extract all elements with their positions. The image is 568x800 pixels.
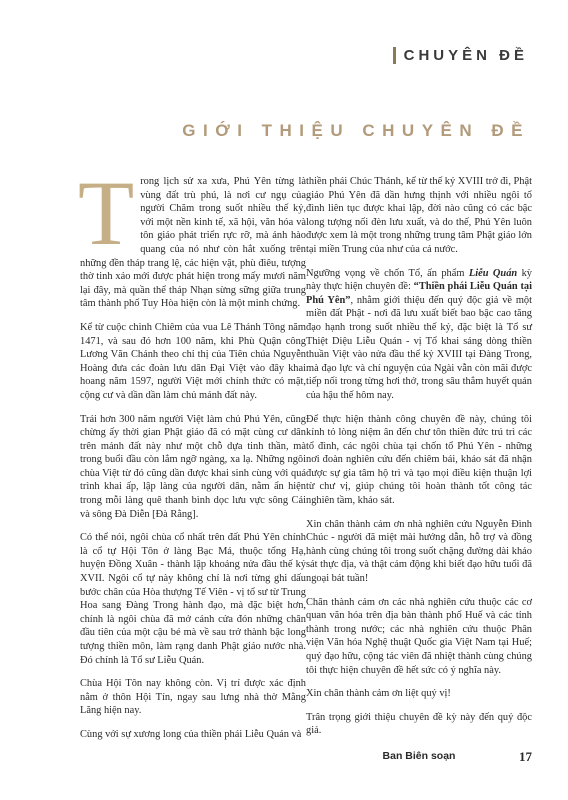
paragraph-3: Trải hơn 300 năm người Việt làm chủ Phú Yên, cũng chừng ấy thời gian Phật giáo đã có mặt cùng cư dân trên mảnh đất này như một chỗ dựa tinh thần, mà trong buổi đầu còn lắm ngỡ ngàng, xa lạ. Những ngôi chùa Việt từ đó cũng dần được khai sinh cùng với quá trình khai ấp, lập làng của người dân, nằm ẩn hiện trong mỗi làng quê thanh bình dọc lưu vực sông Cái và sông Đà Diễn [Đà Rằng]. (80, 413, 306, 520)
right-column (306, 175, 532, 764)
paragraph-11: Chân thành cảm ơn các nhà nghiên cứu thuộc các cơ quan văn hóa trên địa bàn thành phố Huế và các tỉnh thành trong nước; các nhà nghiên cứu thuộc Phân viện Văn hóa Nghệ thuật Quốc gia Việt Nam tại Huế; quý đạo hữu, cộng tác viên đã nhiệt thành cùng chúng tôi thực hiện chuyên đề hết sức có ý nghĩa này. (306, 596, 532, 676)
drop-cap: T (78, 162, 135, 264)
paragraph-9: Để thực hiện thành công chuyên đề này, chúng tôi kính tỏ lòng niệm ân đến chư tôn thiền đức trú trì các tổ đình, các ngôi chùa tại chốn tổ Phú Yên - những nơi đoàn nghiên cứu đến chiêm bái, khảo sát đã nhận được sự gia tâm hộ trì và tạo mọi điều kiện thuận lợi từ chư vị, giúp chúng tôi hoàn thành tốt công tác nghiên tầm, khảo sát. (306, 413, 532, 507)
paragraph-8-b: kỳ này thực hiện chuyên đề: (306, 267, 532, 293)
paragraph-6: Cùng với sự xương long của thiền phái Liễu Quán và (80, 728, 302, 740)
paragraph-8-a: Ngưỡng vọng về chốn Tổ, ấn phẩm (306, 267, 469, 279)
paragraph-13: Trân trọng giới thiệu chuyên đề kỳ này đến quý độc giả. (306, 711, 532, 737)
paragraph-5: Chùa Hội Tôn nay không còn. Vị trí được xác định nằm ở thôn Hội Tín, ngay sau lưng nhà thờ Mằng Lăng hiện nay. (80, 678, 306, 717)
paragraph-2: Kể từ cuộc chinh Chiêm của vua Lê Thánh Tông năm 1471, và sau đó hơn 100 năm, khi Phù Quận công Lương Văn Chánh theo chỉ thị của Tiên chúa Nguyễn Hoàng đưa các đoàn lưu dân Đại Việt vào đây khai hoang năm 1597, người Việt mới chính thức có mặt, cộng cư và dần dần làm chủ mảnh đất này. (80, 321, 306, 401)
section-label-bar (393, 47, 396, 64)
paragraph-7: thiền phái Chúc Thánh, kể từ thế kỷ XVIII trở đi, Phật giáo Phú Yên đã dần hưng thịnh với nhiều ngôi tổ đình liên tục được khai lập, đời nào cũng có các bậc long tượng nối đèn lưu xuất, và do thế, Phú Yên luôn được xem là một trong những trung tâm Phật giáo lớn tại miền Trung của như của cả nước. (306, 176, 532, 255)
paragraph-10: Xin chân thành cảm ơn nhà nghiên cứu Nguyễn Đình Chúc - người đã miệt mài hướng dẫn, hỗ trợ và đồng hành cùng chúng tôi trong suốt chặng đường dài khảo sát thực địa, và thật cảm động khi biết đạo hữu tuổi đã ngoại bát tuần! (306, 518, 532, 585)
paragraph-12: Xin chân thành cảm ơn liệt quý vị! (306, 688, 451, 700)
paragraph-intro-text: rong lịch sử xa xưa, Phú Yên từng là vùng đất trù phú, là nơi cư ngụ của người Chăm trong suốt nhiều thế kỷ, với một nền kinh tế, xã hội, văn hóa và tôn giáo phát triển rực rỡ, mà ánh hào quang của nó như còn hắt xuống trên những đền tháp trang lệ, các hiện vật, phù điêu, tượng thờ tinh xảo mới được phát hiện trong mấy mươi năm lại đây, mà quần thể tháp Nhạn sừng sững giữa trung tâm thành phố Tuy Hòa hiện còn là một minh chứng. (80, 176, 306, 310)
paragraph-8-c: , nhằm giới thiệu đến quý độc giả về một miền đất Phật - nơi đã lưu xuất biết bao bậc cao tăng đạo hạnh trong suốt nhiều thế kỷ, đặc biệt là Tổ sư Thiệt Diệu Liễu Quán - vị Tổ khai sáng dòng thiền thuần Việt vào nửa đầu thế kỷ XVIII tại Đàng Trong, mà đạo lực và chí nguyện của Ngài vẫn còn mãi được tiếp nối trong từng hơi thở, trong sâu thẳm huyết quản của hậu thế hôm nay. (306, 294, 532, 401)
topic-title: “Thiền phái Liễu Quán tại Phú Yên” (306, 281, 532, 306)
left-column (78, 162, 306, 752)
paragraph-4: Có thể nói, ngôi chùa cổ nhất trên đất Phú Yên chính là cổ tự Hội Tôn ở làng Bạc Má, thuộc tổng Hạ, huyện Đồng Xuân - thành lập khoảng nửa đầu thế kỷ XVII. Ngôi cổ tự này không chỉ là nơi từng ghi dấu bước chân của Hòa thượng Tế Viên - vị tổ sư từ Trung Hoa sang Đàng Trong hành đạo, mà đặc biệt hơn, chính là ngôi chùa đã mở cánh cửa đón những chân đầu tiên của một cậu bé mà về sau trở thành bậc long tượng thiền môn, làm rạng danh Phật giáo nước nhà. Đó chính là Tổ sư Liễu Quán. (80, 532, 306, 666)
paragraph-8 (306, 267, 532, 403)
section-label-text: CHUYÊN ĐỀ (403, 47, 528, 64)
magazine-name: Liễu Quán (468, 267, 518, 279)
page-number: 17 (519, 749, 532, 764)
signature: Ban Biên soạn (382, 749, 456, 762)
section-label (393, 47, 528, 64)
paragraph-intro (78, 162, 306, 311)
page-title: GIỚI THIỆU CHUYÊN ĐỀ (182, 121, 530, 140)
